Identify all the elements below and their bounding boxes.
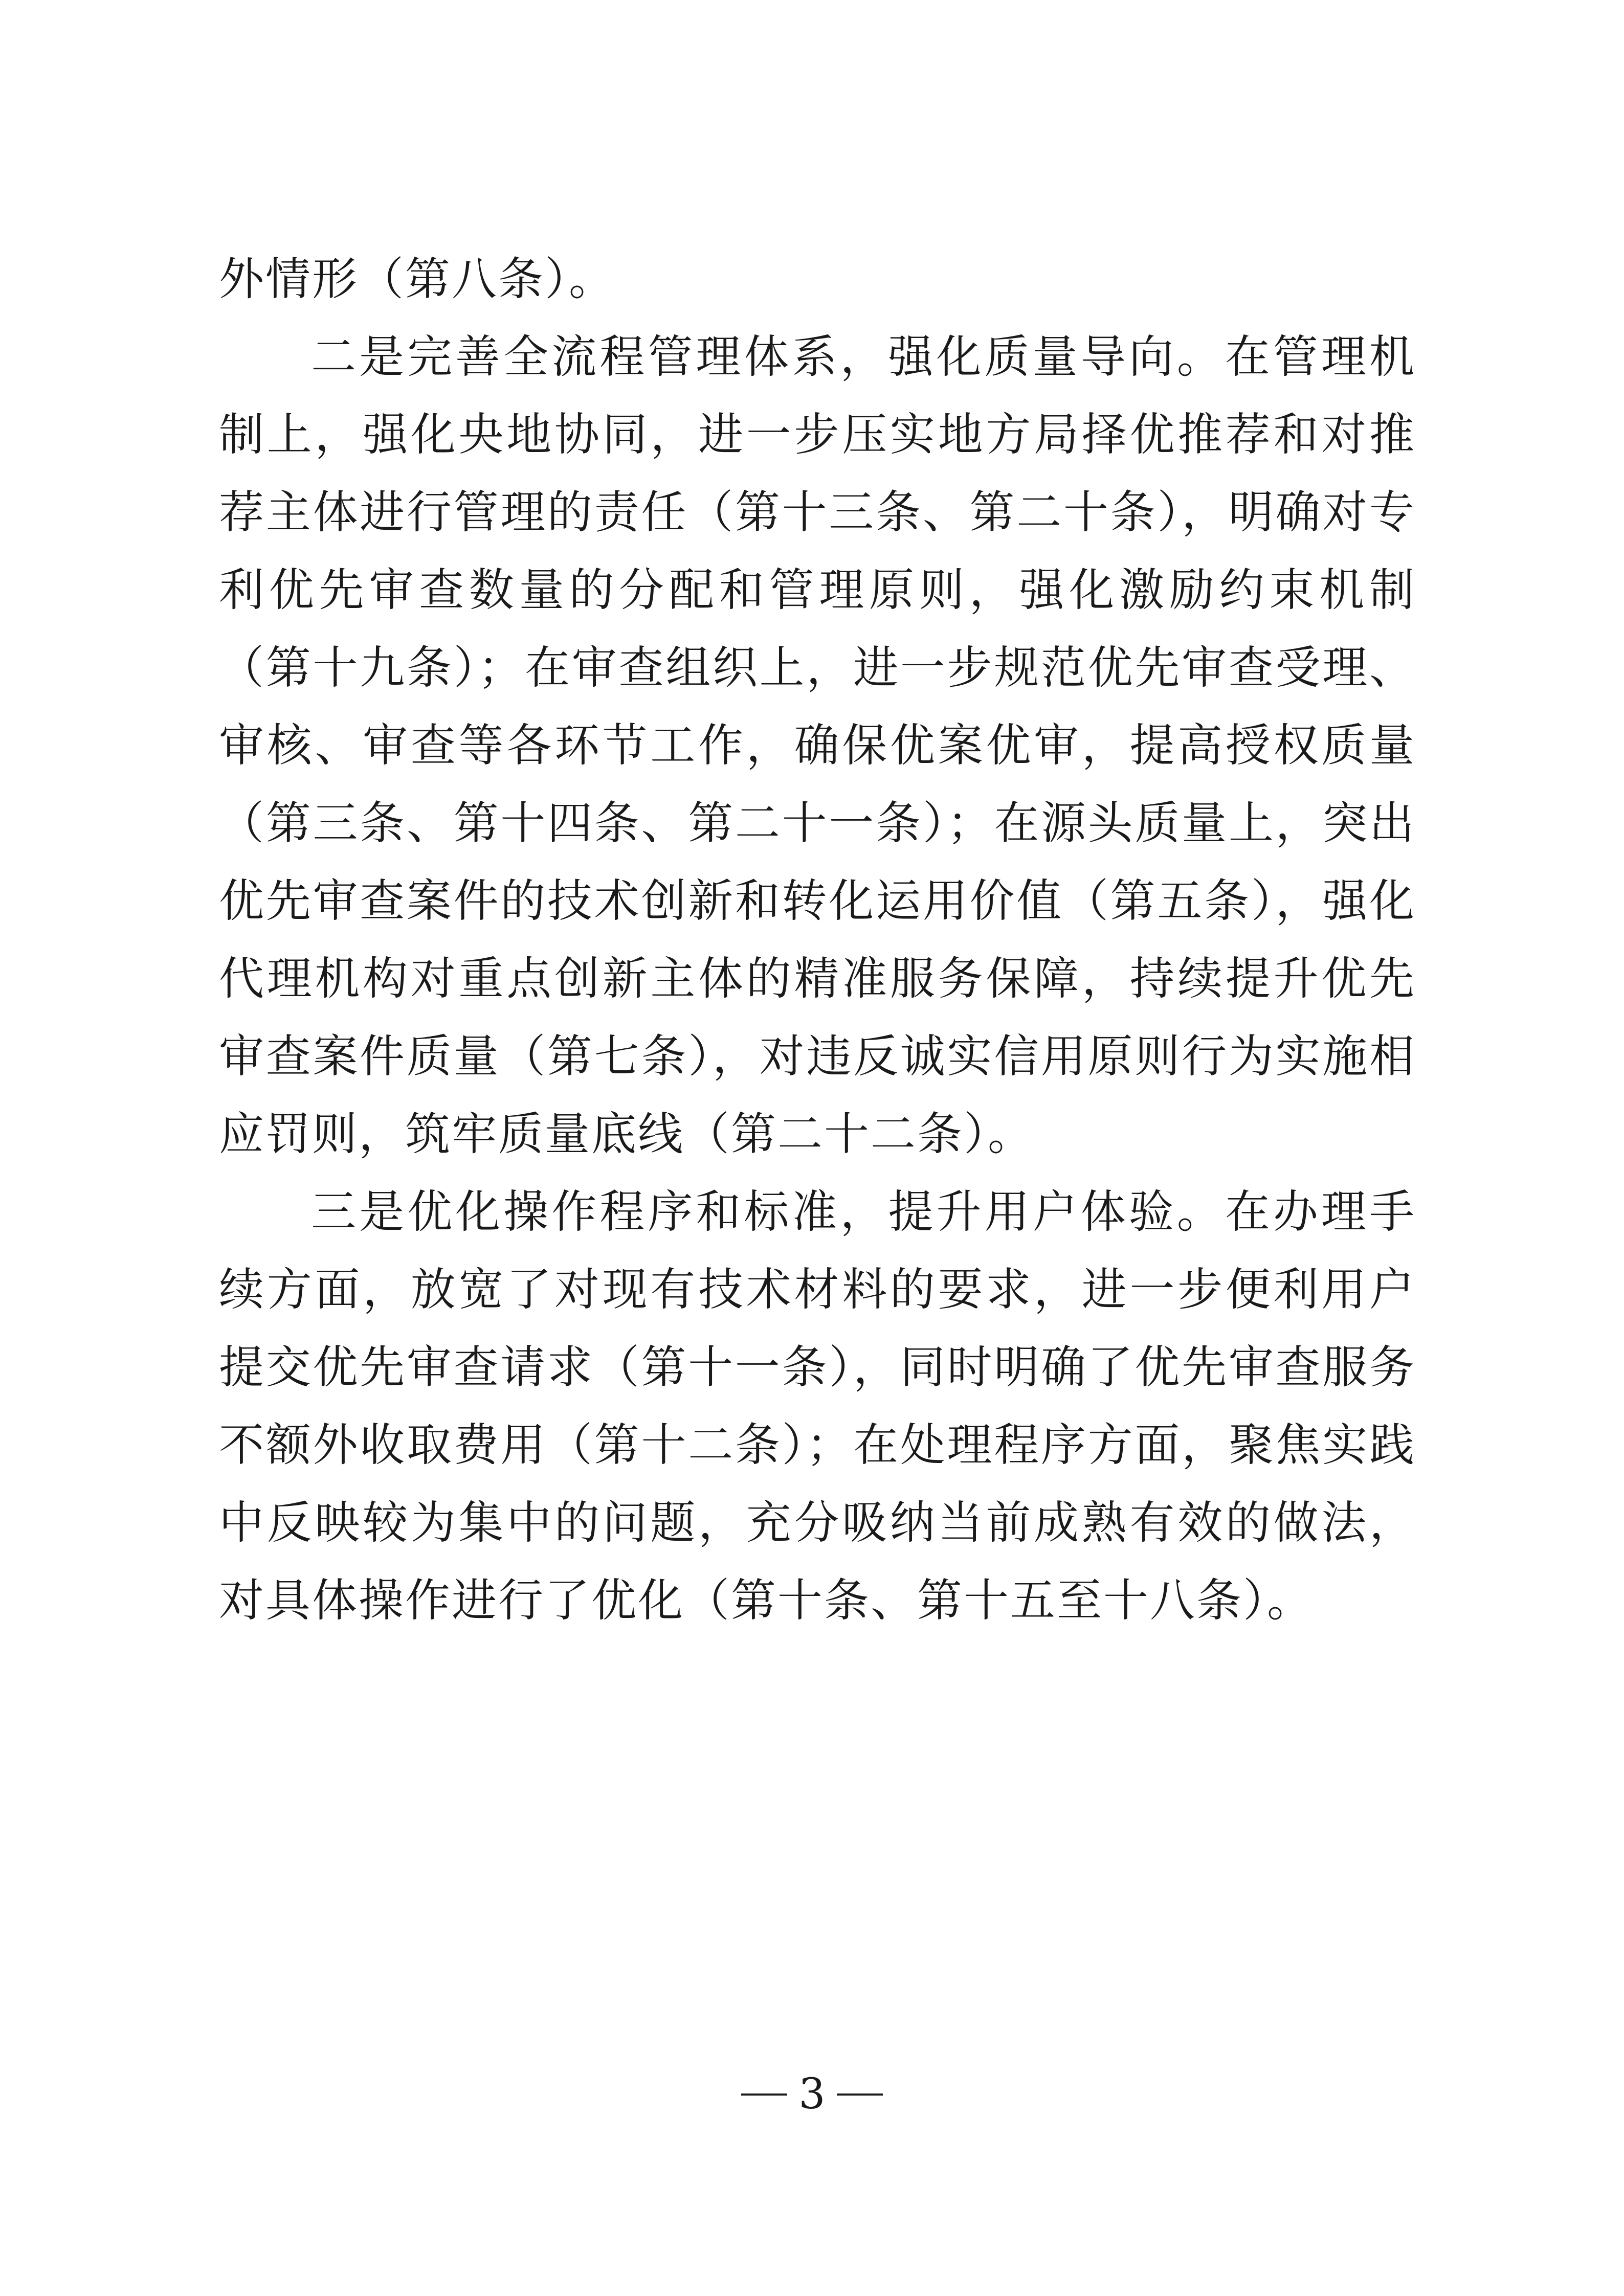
footer-dash-left <box>741 2094 787 2096</box>
paragraph-quality-management: 二是完善全流程管理体系，强化质量导向。在管理机制上，强化央地协同，进一步压实地方局择优推荐和对推荐主体进行管理的责任（第十三条、第二十条），明确对专利优先审查数量的分配和管理原则，强化激励约束机制（第十九条）；在审查组织上，进一步规范优先审查受理、审核、审查等各环节工作，确保优案优审，提高授权质量（第三条、第十四条、第二十一条）；在源头质量上，突出优先审查案件的技术创新和转化运用价值（第五条），强化代理机构对重点创新主体的精准服务保障，持续提升优先审查案件质量（第七条），对违反诚实信用原则行为实施相应罚则，筑牢质量底线（第二十二条）。 <box>219 330 1416 1160</box>
paragraph-continuation: 外情形（第八条）。 <box>219 253 616 305</box>
paragraph-procedure-optimization: 三是优化操作程序和标准，提升用户体验。在办理手续方面，放宽了对现有技术材料的要求，进一步便利用户提交优先审查请求（第十一条），同时明确了优先审查服务不额外收取费用（第十二条）；在处理程序方面，聚焦实践中反映较为集中的问题，充分吸纳当前成熟有效的做法，对具体操作进行了优化（第十条、第十五至十八条）。 <box>219 1185 1416 1627</box>
footer-dash-right <box>837 2094 883 2096</box>
page-number: 3 <box>798 2069 826 2119</box>
body-text <box>219 240 1416 1639</box>
page-footer <box>0 2066 1624 2120</box>
